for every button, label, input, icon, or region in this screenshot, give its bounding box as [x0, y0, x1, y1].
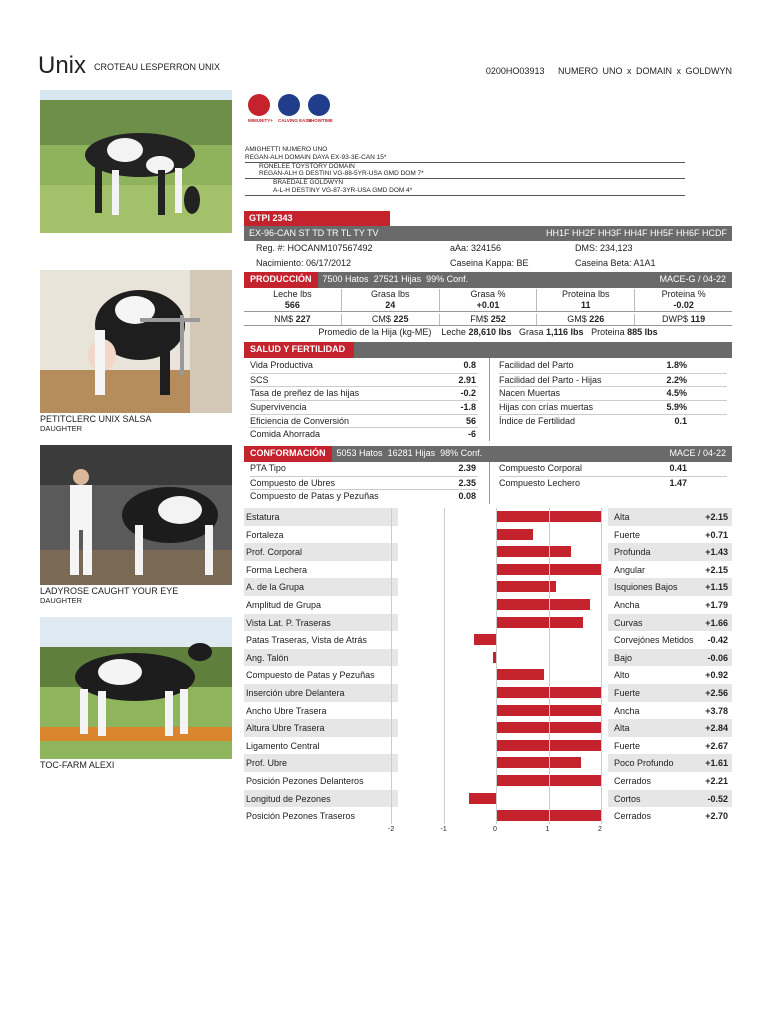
prod-value: 566 — [244, 300, 342, 311]
haplotypes: HH1F HH2F HH3F HH4F HH5F HH6F HCDF — [545, 228, 727, 238]
reg-number: Reg. #: HOCANM107567492 — [256, 243, 373, 253]
conf: 99% Conf. — [426, 274, 469, 284]
classification: EX-96-CAN ST TD TR TL TY TV — [249, 228, 379, 238]
showtime-label: SHOWTIME — [308, 118, 333, 123]
trait-desc: Poco Profundo — [614, 758, 674, 769]
trait-desc: Cerrados — [614, 811, 652, 822]
trait-value: -0.42 — [707, 635, 728, 646]
axis-tick: 1 — [545, 826, 550, 833]
grid-line — [391, 508, 392, 824]
table-row — [250, 427, 478, 441]
trait-name: A. de la Grupa — [246, 582, 305, 593]
trait-name: Prof. Corporal — [246, 547, 303, 558]
prod-index — [537, 314, 635, 325]
index-value: 226 — [589, 314, 605, 324]
leche-value: 28,610 lbs — [468, 327, 512, 337]
trait-value: +2.84 — [705, 723, 728, 734]
axis-tick: -1 — [440, 826, 447, 833]
conf: 98% Conf. — [440, 448, 483, 458]
index-key: DWP$ — [662, 314, 689, 324]
promedio-row — [244, 327, 732, 337]
index-value: 119 — [690, 314, 706, 324]
conf-right — [499, 462, 727, 489]
row-value: 1.8% — [666, 360, 687, 370]
caption-salsa — [40, 414, 152, 433]
table-row — [250, 489, 478, 503]
grasa-key: Grasa — [519, 327, 544, 337]
trait-row — [244, 561, 732, 579]
produccion-label: PRODUCCIÓN — [244, 272, 318, 288]
trait-desc: Curvas — [614, 617, 643, 628]
table-row — [499, 373, 727, 387]
salud-header-fill — [354, 342, 732, 358]
kappa-casein: Caseina Kappa: BE — [450, 258, 529, 268]
showtime-badge — [308, 94, 330, 116]
prod-header: Proteina lbs — [537, 289, 635, 300]
trait-name: Longitud de Pezones — [246, 793, 331, 804]
row-value: 2.91 — [458, 374, 476, 385]
trait-desc: Alta — [614, 512, 630, 522]
axis-tick: 2 — [598, 826, 602, 833]
trait-desc: Angular — [614, 564, 646, 575]
trait-bar-bg — [398, 790, 608, 808]
table-row — [499, 462, 727, 476]
birth-date: Nacimiento: 06/17/2012 — [256, 258, 352, 268]
grasa-value: 1,116 lbs — [546, 327, 584, 337]
page-header — [38, 52, 732, 82]
bull-photo — [40, 90, 232, 233]
table-row — [250, 386, 478, 400]
salud-left — [250, 359, 478, 441]
conformacion-info — [332, 446, 488, 460]
row-value: -1.8 — [460, 402, 476, 413]
prod-header: Grasa lbs — [342, 289, 440, 300]
trait-name: Compuesto de Patas y Pezuñas — [246, 670, 375, 681]
daughter-role: DAUGHTER — [40, 596, 83, 605]
prod-index — [440, 314, 538, 325]
row-label: SCS — [250, 374, 269, 385]
mgd: REGAN-ALH G DESTINI VG-88-5YR-USA GMD DOM 7* — [245, 170, 685, 179]
trait-name: Estatura — [246, 512, 280, 522]
prod-index — [635, 314, 732, 325]
trait-row — [244, 578, 732, 596]
row-value: 4.5% — [666, 388, 687, 399]
trait-name: Forma Lechera — [246, 564, 308, 575]
promedio-label: Promedio de la Hija (kg-ME) — [318, 327, 432, 337]
daughter-role: DAUGHTER — [40, 424, 83, 433]
trait-row — [244, 790, 732, 808]
prod-header: Grasa % — [440, 289, 538, 300]
prod-index — [342, 314, 440, 325]
produccion-grid — [244, 289, 732, 326]
trait-bar — [496, 669, 544, 680]
salud-right — [499, 359, 727, 427]
trait-desc: Isquiones Bajos — [614, 582, 678, 593]
trait-value: +1.61 — [705, 758, 728, 769]
row-label: Índice de Fertilidad — [499, 415, 576, 426]
salud-label: SALUD Y FERTILIDAD — [244, 342, 354, 358]
trait-desc: Ancha — [614, 599, 640, 610]
row-value: 0.41 — [669, 463, 687, 473]
trait-value: +2.67 — [705, 740, 728, 751]
bull-name: Unix — [38, 52, 87, 79]
aaa: aAa: 324156 — [450, 243, 502, 253]
daughter-name: PETITCLERC UNIX SALSA — [40, 414, 152, 424]
trait-desc: Corvejónes Metidos — [614, 635, 694, 646]
row-value: -0.2 — [460, 388, 476, 399]
conformacion-label: CONFORMACIÓN — [244, 446, 332, 462]
row-value: 0.1 — [674, 415, 687, 426]
row-label: Vida Productiva — [250, 360, 313, 370]
index-value: 227 — [295, 314, 311, 324]
dms: DMS: 234,123 — [575, 243, 633, 253]
daughter-photo-alexi — [40, 617, 232, 759]
axis-tick: 0 — [493, 826, 497, 833]
table-row — [499, 414, 727, 428]
gtpi-badge: GTPI 2343 — [244, 211, 390, 226]
row-value: 2.35 — [458, 477, 476, 488]
trait-value: -0.06 — [707, 652, 728, 663]
trait-value: +2.15 — [705, 512, 728, 522]
trait-name: Altura Ubre Trasera — [246, 723, 325, 734]
grid-line — [549, 508, 550, 824]
immunity-label: IMMUNITY+ — [248, 118, 273, 123]
row-value: 2.2% — [666, 374, 687, 385]
row-value: 0.8 — [463, 360, 476, 370]
table-row — [250, 400, 478, 414]
row-value: 56 — [465, 415, 476, 426]
index-key: NM$ — [274, 314, 294, 324]
prod-value: 11 — [537, 300, 635, 311]
trait-name: Ligamento Central — [246, 740, 320, 751]
row-label: Nacen Muertas — [499, 388, 561, 399]
conf-divider — [489, 462, 490, 504]
trait-bar — [496, 529, 533, 540]
daughters: 27521 Hijas — [373, 274, 422, 284]
trait-value: +1.66 — [705, 617, 728, 628]
produccion-indexes — [244, 312, 732, 326]
prod-header: Leche lbs — [244, 289, 342, 300]
row-value: 1.47 — [669, 477, 687, 488]
conformacion-header — [244, 446, 732, 462]
row-label: PTA Tipo — [250, 463, 286, 473]
index-key: FM$ — [470, 314, 489, 324]
trait-value: +0.92 — [705, 670, 728, 681]
trait-name: Vista Lat. P. Traseras — [246, 617, 331, 628]
trait-desc: Bajo — [614, 652, 633, 663]
prod-header: Proteina % — [661, 289, 706, 299]
trait-value: +2.15 — [705, 564, 728, 575]
trait-name: Posición Pezones Delanteros — [246, 775, 364, 786]
trait-bar-bg — [398, 631, 608, 649]
trait-name: Posición Pezones Traseros — [246, 811, 356, 822]
pedigree — [245, 146, 685, 196]
trait-value: +2.21 — [705, 775, 728, 786]
table-row — [499, 359, 727, 373]
herds: 5053 Hatos — [336, 448, 383, 458]
daughter-name: LADYROSE CAUGHT YOUR EYE — [40, 586, 179, 596]
daughter-photo-salsa — [40, 270, 232, 413]
prod-value: 24 — [342, 300, 440, 311]
trait-desc: Profunda — [614, 547, 651, 558]
table-row — [250, 476, 478, 490]
trait-name: Inserción ubre Delantera — [246, 687, 345, 698]
row-value: 2.39 — [458, 463, 476, 473]
prod-value: +0.01 — [440, 300, 538, 311]
trait-value: +1.15 — [705, 582, 728, 593]
produccion-headers — [244, 289, 732, 300]
trait-name: Prof. Ubre — [246, 758, 288, 769]
salud-header — [244, 342, 354, 358]
calving-ease-icon — [278, 94, 312, 123]
trait-name: Amplitud de Grupa — [246, 599, 322, 610]
trait-row — [244, 508, 732, 526]
leche-key: Leche — [441, 327, 466, 337]
immunity-icon — [248, 94, 273, 123]
bull-code: 0200HO03913 — [485, 66, 545, 76]
calving-ease-label: CALVING EASE — [278, 118, 312, 123]
row-label: Hijas con crías muertas — [499, 402, 594, 413]
row-value: -6 — [467, 429, 476, 440]
trait-value: +1.79 — [705, 599, 728, 610]
index-key: GM$ — [567, 314, 587, 324]
grid-line — [601, 508, 602, 824]
trait-row — [244, 702, 732, 720]
table-row — [499, 476, 727, 490]
trait-row — [244, 684, 732, 702]
trait-row — [244, 631, 732, 649]
table-row — [250, 414, 478, 428]
row-label: Facilidad del Parto - Hijas — [499, 374, 602, 385]
produccion-source: MACE-G / 04-22 — [659, 274, 726, 284]
produccion-values — [244, 300, 732, 312]
classification-bar — [244, 226, 732, 241]
trait-bar — [469, 793, 496, 804]
registration-row-1 — [256, 243, 726, 255]
trait-bar — [496, 599, 590, 610]
trait-bar — [474, 634, 496, 645]
proteina-value: 885 lbs — [627, 327, 658, 337]
trait-value: +1.43 — [705, 547, 728, 558]
trait-desc: Alta — [614, 723, 630, 734]
trait-bar — [496, 617, 583, 628]
axis-tick: -2 — [388, 826, 395, 833]
produccion-header — [244, 272, 732, 288]
row-label: Compuesto de Ubres — [250, 477, 336, 488]
index-value: 225 — [393, 314, 409, 324]
trait-row — [244, 754, 732, 772]
herds: 7500 Hatos — [322, 274, 369, 284]
mmgd: A-L-H DESTINY VG-87-3YR-USA GMD DOM 4* — [245, 187, 685, 196]
header-right — [486, 66, 732, 76]
index-key: CM$ — [371, 314, 391, 324]
trait-value: +2.70 — [705, 811, 728, 822]
mgs: RONELEE TOYSTORY DOMAIN — [259, 162, 355, 170]
trait-row — [244, 526, 732, 544]
showtime-icon — [308, 94, 333, 123]
index-value: 252 — [490, 314, 506, 324]
mmgs: BRAEDALE GOLDWYN — [273, 179, 344, 187]
beta-casein: Caseina Beta: A1A1 — [575, 258, 656, 268]
pedigree-short: NUMERO UNO x DOMAIN x GOLDWYN — [557, 66, 732, 76]
trait-name: Fortaleza — [246, 529, 284, 540]
table-row — [250, 359, 478, 373]
linear-traits-chart — [244, 508, 732, 825]
trait-desc: Cortos — [614, 793, 641, 804]
trait-bar-bg — [398, 649, 608, 667]
trait-row — [244, 737, 732, 755]
table-row — [499, 386, 727, 400]
calving-ease-badge — [278, 94, 300, 116]
trait-value: -0.52 — [707, 793, 728, 804]
registration-row-2 — [256, 258, 726, 270]
prod-index — [244, 314, 342, 325]
trait-desc: Cerrados — [614, 775, 652, 786]
trait-desc: Alto — [614, 670, 630, 681]
grid-line — [444, 508, 445, 824]
daughters: 16281 Hijas — [387, 448, 436, 458]
trait-row — [244, 649, 732, 667]
trait-row — [244, 719, 732, 737]
trait-desc: Ancha — [614, 705, 640, 716]
trait-value: +3.78 — [705, 705, 728, 716]
trait-name: Ang. Talón — [246, 652, 289, 663]
grid-line — [496, 508, 497, 824]
caption-ladyrose — [40, 586, 178, 605]
trait-row — [244, 666, 732, 684]
row-label: Supervivencia — [250, 402, 307, 413]
conformacion-source: MACE / 04-22 — [669, 448, 726, 458]
trait-desc: Fuerte — [614, 529, 641, 540]
trait-desc: Fuerte — [614, 740, 641, 751]
immunity-badge — [248, 94, 270, 116]
trait-bar — [496, 546, 571, 557]
trait-bar — [496, 757, 581, 768]
trait-name: Ancho Ubre Trasera — [246, 705, 327, 716]
trait-row — [244, 807, 732, 825]
table-row — [250, 462, 478, 476]
produccion-info — [318, 272, 474, 286]
trait-row — [244, 543, 732, 561]
daughter-photo-ladyrose — [40, 445, 232, 585]
trait-name: Patas Traseras, Vista de Atrás — [246, 635, 367, 646]
trait-row — [244, 772, 732, 790]
row-value: 0.08 — [458, 491, 476, 502]
row-label: Comida Ahorrada — [250, 429, 321, 440]
prod-value: -0.02 — [673, 300, 694, 310]
row-label: Compuesto de Patas y Pezuñas — [250, 491, 379, 502]
row-label: Tasa de preñez de las hijas — [250, 388, 360, 399]
trait-value: +0.71 — [705, 529, 728, 540]
bull-full-name: CROTEAU LESPERRON UNIX — [94, 62, 221, 72]
trait-row — [244, 596, 732, 614]
daughter-name: TOC-FARM ALEXI — [40, 760, 115, 770]
trait-bar — [496, 581, 556, 592]
trait-icons — [248, 94, 333, 123]
dam: REGAN-ALH DOMAIN DAYA EX-93-3E-CAN 15* — [245, 154, 685, 163]
table-row — [499, 400, 727, 414]
trait-desc: Fuerte — [614, 687, 641, 698]
row-label: Compuesto Corporal — [499, 463, 583, 473]
trait-row — [244, 614, 732, 632]
table-row — [250, 373, 478, 387]
caption-alexi — [40, 760, 114, 770]
sire: AMIGHETTI NUMERO UNO — [245, 146, 328, 153]
row-label: Compuesto Lechero — [499, 477, 581, 488]
salud-divider — [489, 358, 490, 441]
conf-left — [250, 462, 478, 503]
trait-value: +2.56 — [705, 687, 728, 698]
proteina-key: Proteina — [591, 327, 625, 337]
row-label: Eficiencia de Conversión — [250, 415, 350, 426]
row-label: Facilidad del Parto — [499, 360, 574, 370]
row-value: 5.9% — [666, 402, 687, 413]
